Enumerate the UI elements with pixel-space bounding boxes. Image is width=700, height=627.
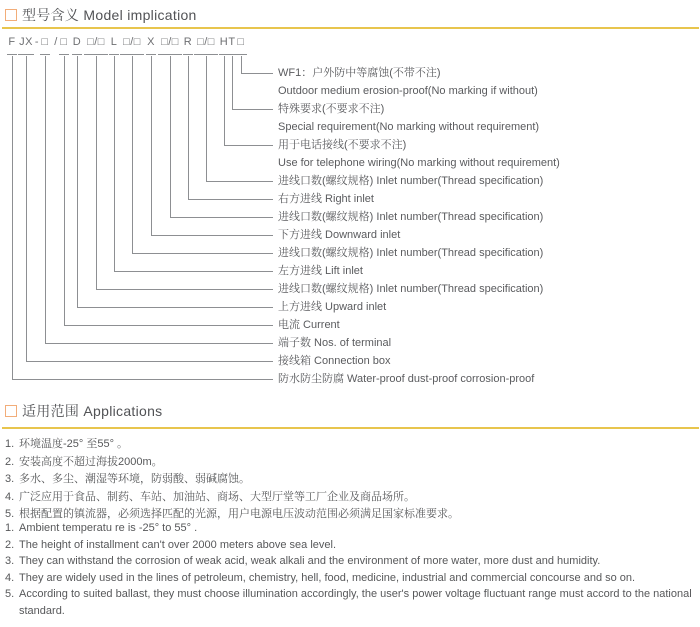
leader-top-bar [120, 54, 144, 55]
leader-top-bar [194, 54, 218, 55]
item-text: Ambient temperatu re is -25° to 55° . [19, 522, 198, 534]
item-number: 5. [5, 588, 15, 600]
diagram-label: 右方进线 Right inlet [278, 193, 374, 205]
item-text: They are widely used in the lines of petroleum, chemistry, hell, food, medicine, industrial and commercial concourse and so on. [19, 571, 636, 584]
item-text: 安装高度不超过海拔2000m。 [19, 455, 163, 468]
applications-list-zh [5, 436, 696, 524]
leader-top-bar [235, 54, 247, 55]
diagram-label: 进线口数(螺纹规格) Inlet number(Thread specification) [278, 211, 544, 223]
leader-top-bar [7, 54, 17, 55]
leader-top-bar [84, 54, 108, 55]
model-code-token: R [183, 36, 193, 48]
diagram-label: 端子数 Nos. of terminal [278, 337, 392, 349]
diagram-label: 特殊要求(不要求不注) [278, 103, 385, 115]
diagram-label: 用于电话接线(不要求不注) [278, 139, 407, 151]
application-item [5, 489, 696, 507]
leader-top-bar [72, 54, 82, 55]
item-number: 5. [5, 508, 15, 520]
model-implication-header [5, 5, 197, 25]
leader-top-bar [18, 54, 34, 55]
model-code-token: □/□ [197, 36, 215, 48]
diagram-label: 进线口数(螺纹规格) Inlet number(Thread specification) [278, 247, 544, 259]
application-item [5, 570, 696, 587]
item-text: The height of installment can't over 2000 meters above sea level. [19, 538, 337, 551]
item-text: 多水、多尘、潮湿等环境，防弱酸、弱碱腐蚀。 [19, 473, 250, 485]
section-divider [2, 427, 699, 429]
application-item [5, 454, 696, 472]
leader-top-bar [158, 54, 182, 55]
item-number: 4. [5, 571, 15, 584]
diagram-label: 左方进线 Lift inlet [278, 265, 363, 277]
model-code-token: / [54, 36, 58, 48]
section-marker-icon [5, 9, 17, 21]
diagram-label: 下方进线 Downward inlet [278, 229, 401, 241]
leader-top-bar [146, 54, 156, 55]
model-code-token: □ [41, 36, 49, 48]
application-item [5, 586, 696, 619]
diagram-label: WF1：户外防中等腐蚀(不带不注) [278, 67, 441, 79]
leader-top-bar [59, 54, 69, 55]
model-code-token: L [110, 36, 118, 48]
item-text: 根据配置的镇流器，必须选择匹配的光源，用户电源电压波动范围必须满足国家标准要求。 [19, 508, 459, 520]
item-number: 1. [5, 438, 15, 450]
model-code-token: □/□ [161, 36, 179, 48]
item-text: According to suited ballast, they must choose illumination accordingly, the user's power voltage fluctuant range must accord to the national standard. [19, 588, 692, 617]
applications-header [5, 401, 162, 421]
model-code-token: - [34, 36, 40, 48]
model-code-token: D [72, 36, 82, 48]
item-text: They can withstand the corrosion of weak acid, weak alkali and the environment of more water, more dust and humidity. [19, 555, 601, 567]
item-number: 2. [5, 538, 15, 551]
diagram-label: 进线口数(螺纹规格) Inlet number(Thread specification) [278, 175, 544, 187]
item-text: 广泛应用于食品、制药、车站、加油站、商场、大型厅堂等工厂企业及商品场所。 [19, 490, 415, 503]
diagram-label: Special requirement(No marking without requirement) [278, 121, 540, 133]
leader-top-bar [40, 54, 50, 55]
item-text: 环境温度-25° 至55° 。 [19, 438, 129, 450]
model-code-token: □ [237, 36, 245, 48]
diagram-label: 防水防尘防腐 Water-proof dust-proof corrosion-proof [278, 373, 535, 385]
diagram-label: 上方进线 Upward inlet [278, 301, 387, 313]
leader-top-bar [109, 54, 119, 55]
application-item [5, 553, 696, 570]
model-code-token: □ [60, 36, 68, 48]
model-code-token: □/□ [87, 36, 105, 48]
model-code-token: T [228, 36, 236, 48]
item-number: 3. [5, 473, 15, 485]
model-code-token: F [8, 36, 16, 48]
item-number: 4. [5, 490, 15, 503]
diagram-label: Use for telephone wiring(No marking without requirement) [278, 157, 560, 169]
model-code-token: X [147, 36, 155, 48]
section-title: 适用范围 Applications [22, 403, 163, 419]
leader-line [241, 56, 273, 74]
leader-top-bar [183, 54, 193, 55]
section-title: 型号含义 Model implication [22, 7, 197, 23]
diagram-label: 接线箱 Connection box [278, 355, 391, 367]
item-number: 3. [5, 555, 15, 567]
application-item [5, 520, 696, 537]
model-code-token: H [219, 36, 229, 48]
item-number: 1. [5, 522, 15, 534]
application-item [5, 537, 696, 554]
application-item [5, 436, 696, 454]
model-code-token: JX [19, 36, 33, 48]
item-number: 2. [5, 455, 15, 468]
application-item [5, 471, 696, 489]
diagram-label: 电流 Current [278, 319, 340, 331]
applications-list-en [5, 520, 696, 619]
section-divider [2, 27, 699, 29]
section-marker-icon [5, 405, 17, 417]
diagram-label: 进线口数(螺纹规格) Inlet number(Thread specification) [278, 283, 544, 295]
diagram-label: Outdoor medium erosion-proof(No marking if without) [278, 85, 538, 97]
model-code-token: □/□ [123, 36, 141, 48]
